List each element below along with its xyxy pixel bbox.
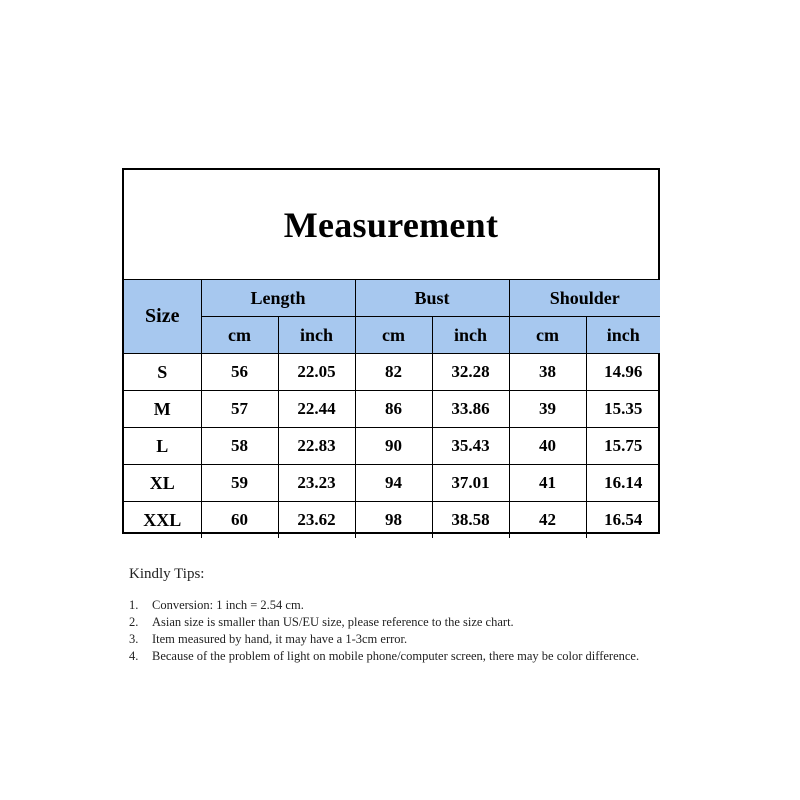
table-cell: 15.75 [586, 428, 660, 465]
table-cell: 38.58 [432, 502, 509, 539]
table-cell: 32.28 [432, 354, 509, 391]
tip-text: Asian size is smaller than US/EU size, please reference to the size chart. [152, 615, 514, 629]
size-cell: XL [124, 465, 201, 502]
title-box [124, 170, 658, 280]
group-header-bust: Bust [355, 280, 509, 317]
table-cell: 40 [509, 428, 586, 465]
tip-item [129, 648, 669, 665]
unit-header: inch [432, 317, 509, 354]
unit-header: inch [278, 317, 355, 354]
table-cell: 15.35 [586, 391, 660, 428]
table-cell: 39 [509, 391, 586, 428]
kindly-tips [129, 566, 669, 665]
tips-title: Kindly Tips: [129, 566, 205, 582]
table-cell: 22.83 [278, 428, 355, 465]
tip-number: 2. [129, 615, 139, 629]
tip-item [129, 631, 669, 648]
tip-text: Conversion: 1 inch = 2.54 cm. [152, 598, 304, 612]
size-cell: M [124, 391, 201, 428]
table-cell: 33.86 [432, 391, 509, 428]
size-cell: XXL [124, 502, 201, 539]
table-cell: 37.01 [432, 465, 509, 502]
table-cell: 35.43 [432, 428, 509, 465]
table-cell: 41 [509, 465, 586, 502]
group-header-length: Length [201, 280, 355, 317]
table-row [124, 502, 660, 539]
group-header-shoulder: Shoulder [509, 280, 660, 317]
table-row [124, 354, 660, 391]
table-cell: 23.23 [278, 465, 355, 502]
tip-item [129, 614, 669, 631]
unit-header: cm [509, 317, 586, 354]
unit-header: cm [201, 317, 278, 354]
table-cell: 59 [201, 465, 278, 502]
tip-text: Item measured by hand, it may have a 1-3cm error. [152, 632, 408, 646]
table-cell: 58 [201, 428, 278, 465]
table-cell: 23.62 [278, 502, 355, 539]
table-cell: 60 [201, 502, 278, 539]
chart-title: Measurement [283, 204, 499, 245]
table-cell: 38 [509, 354, 586, 391]
table-cell: 16.14 [586, 465, 660, 502]
table-cell: 82 [355, 354, 432, 391]
table-cell: 56 [201, 354, 278, 391]
table-cell: 14.96 [586, 354, 660, 391]
table-cell: 16.54 [586, 502, 660, 539]
table-cell: 86 [355, 391, 432, 428]
size-chart [122, 168, 660, 534]
table-cell: 22.44 [278, 391, 355, 428]
table-cell: 94 [355, 465, 432, 502]
tip-text: Because of the problem of light on mobile phone/computer screen, there may be color difference. [152, 649, 640, 663]
unit-header: inch [586, 317, 660, 354]
size-cell: L [124, 428, 201, 465]
table-cell: 42 [509, 502, 586, 539]
table-cell: 90 [355, 428, 432, 465]
table-cell: 98 [355, 502, 432, 539]
tip-item [129, 597, 669, 614]
table-cell: 22.05 [278, 354, 355, 391]
size-header: Size [124, 280, 201, 354]
unit-header: cm [355, 317, 432, 354]
table-row [124, 428, 660, 465]
tips-list [129, 597, 669, 665]
table-cell: 57 [201, 391, 278, 428]
tip-number: 4. [129, 649, 139, 663]
tip-number: 3. [129, 632, 139, 646]
table-row [124, 465, 660, 502]
table-row [124, 391, 660, 428]
tip-number: 1. [129, 598, 139, 612]
measurement-table [124, 280, 660, 538]
size-cell: S [124, 354, 201, 391]
